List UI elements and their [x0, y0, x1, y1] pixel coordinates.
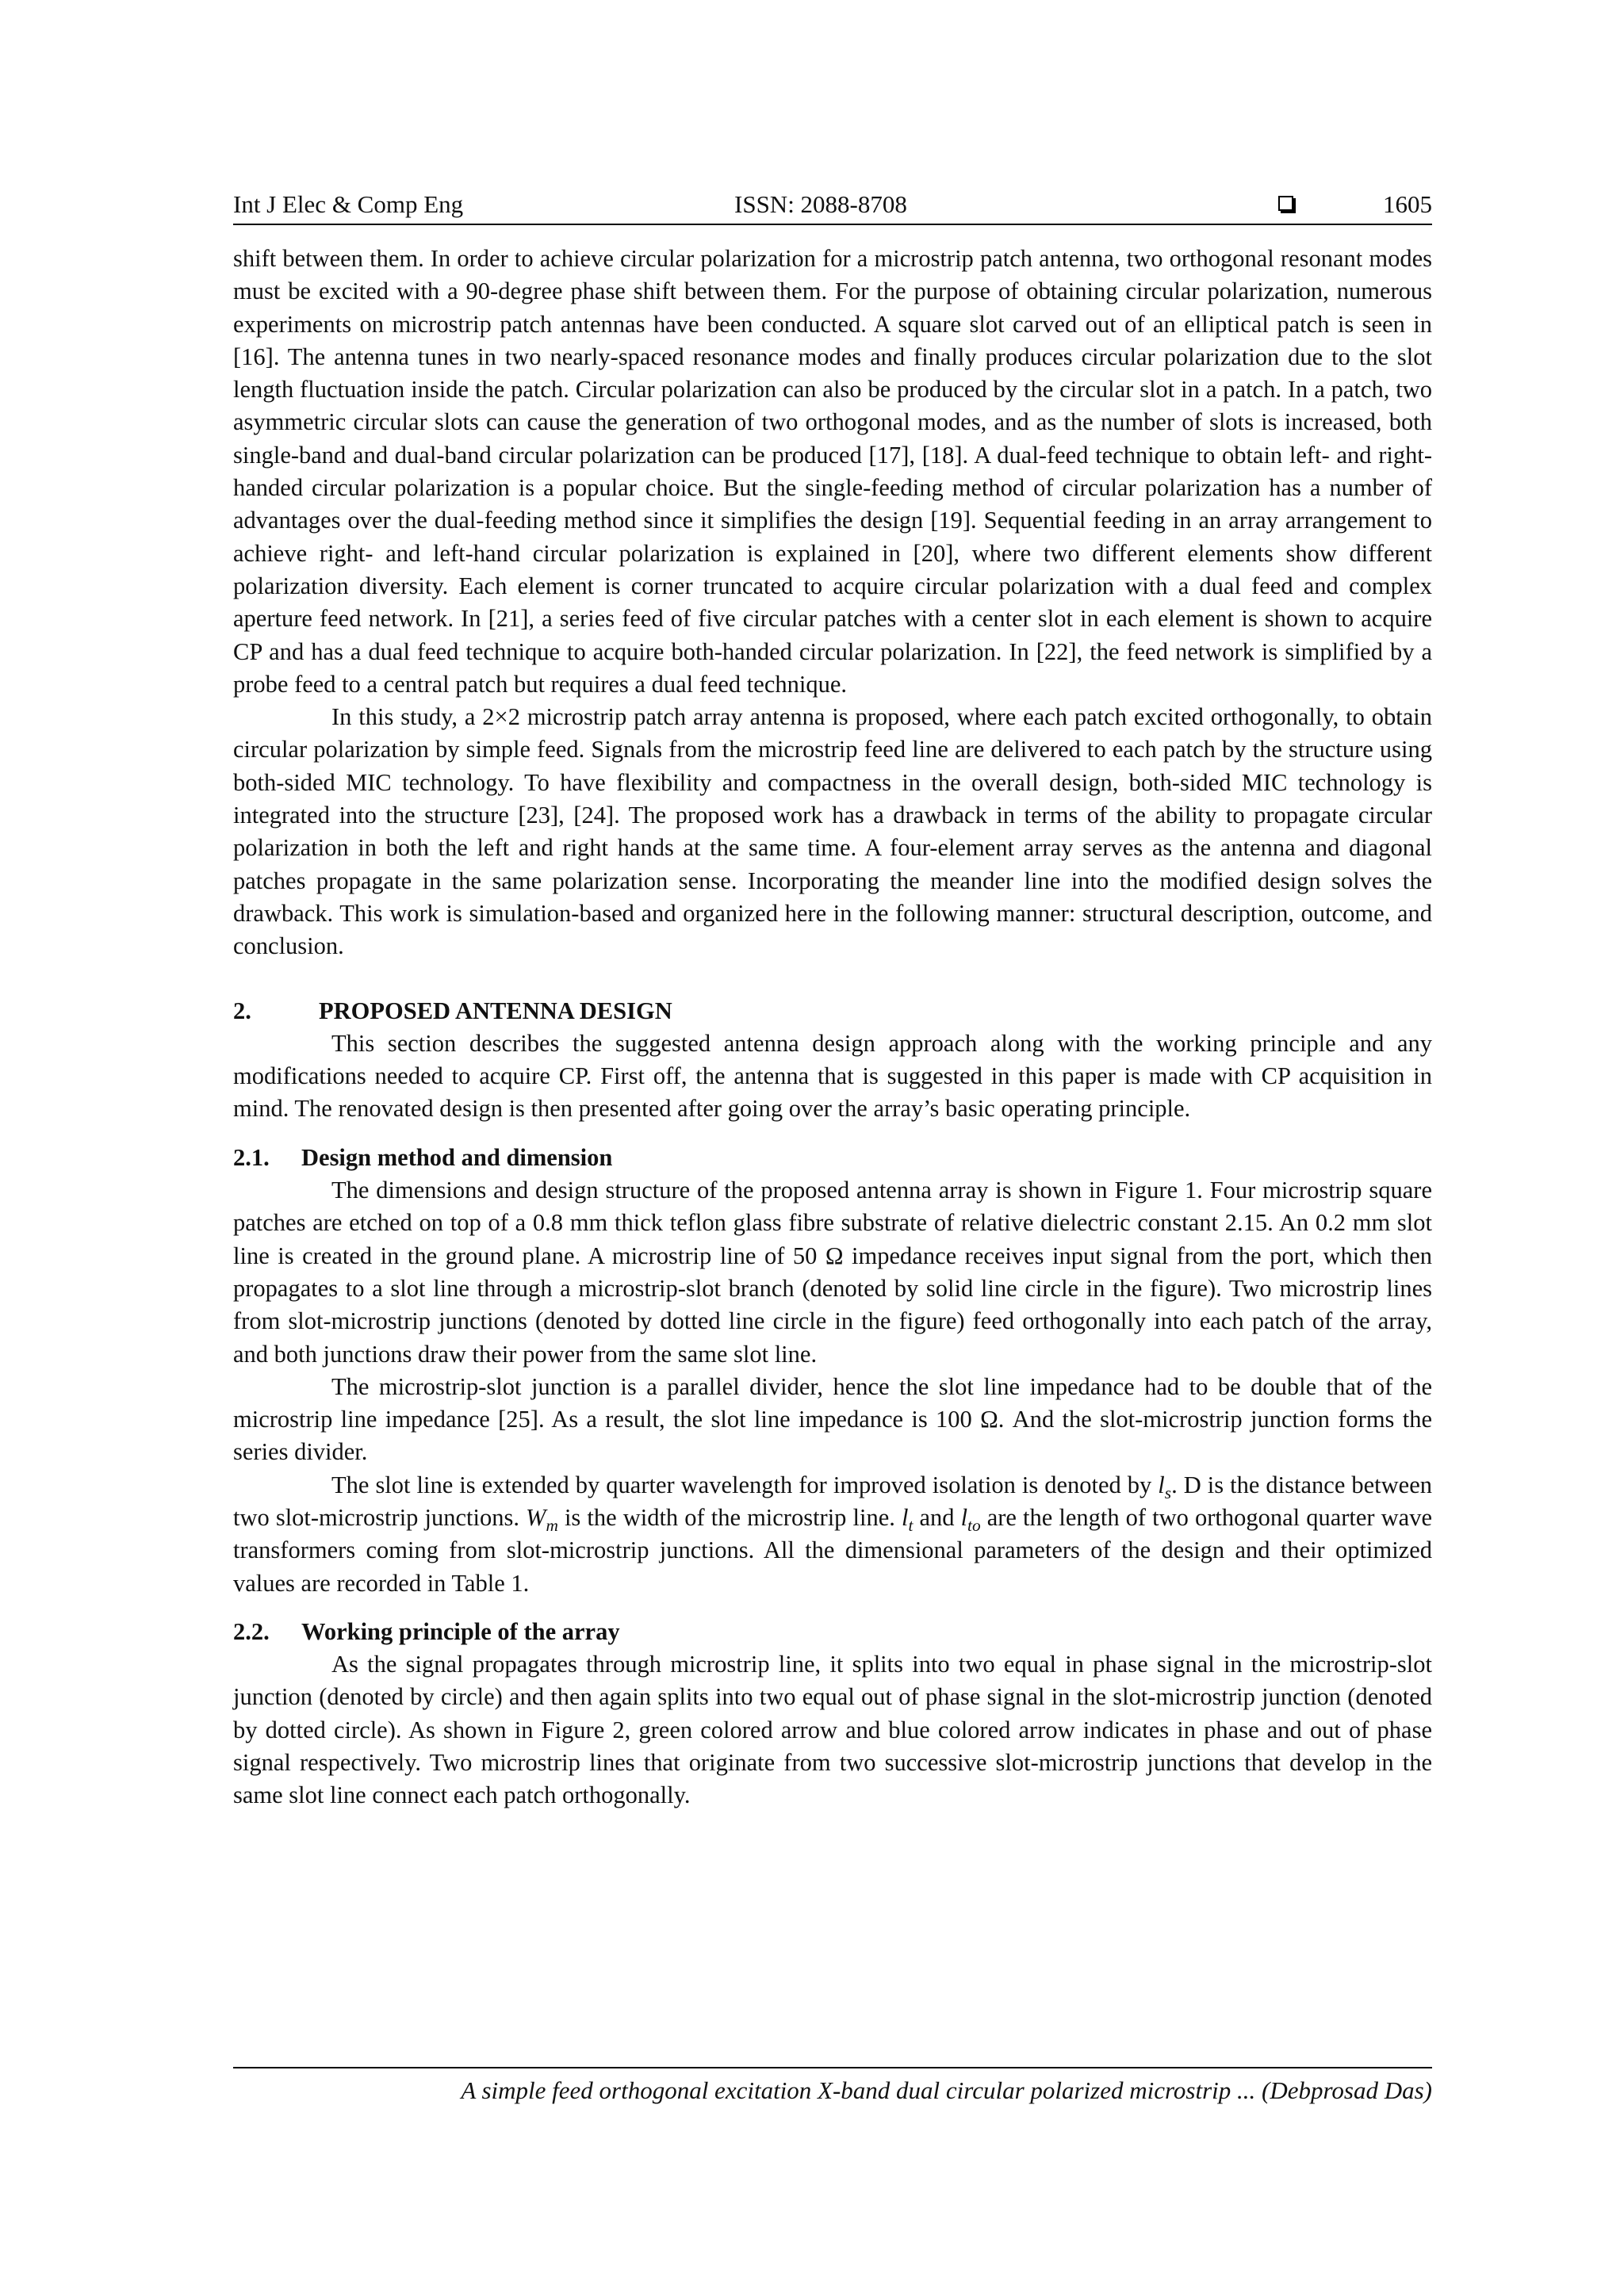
paragraph-design-dimensions: The dimensions and design structure of the proposed antenna array is shown in Figure 1. Four microstrip square patches are etched on top of a 0.8 mm thick teflon glass fibre substrate of relative dielectric constant 2.15. An 0.2 mm slot line is created in the ground plane. A microstrip line of 50 Ω impedance receives input signal from the port, which then propagates to a slot line through a microstrip-slot branch (denoted by solid line circle in the figure). Two microstrip lines from slot-microstrip junctions (denoted by dotted line circle in the figure) feed orthogonally into each patch of the array, and both junctions draw their power from the same slot line.: [233, 1177, 1432, 1368]
running-footer: [233, 2067, 1432, 2105]
text-fragment: is the width of the microstrip line.: [557, 1503, 902, 1531]
article-body: [233, 243, 1432, 1812]
text-fragment: The slot line is extended by quarter wavelength for improved isolation is denoted by: [331, 1471, 1159, 1498]
journal-name: Int J Elec & Comp Eng: [233, 190, 464, 218]
paragraph-junction: The microstrip-slot junction is a parallel divider, hence the slot line impedance had to be double that of the microstrip line impedance [25]. As a result, the slot line impedance is 100 Ω. And the slot-microstrip junction forms the series divider.: [233, 1372, 1432, 1466]
subsection-heading-2-2: [233, 1616, 1432, 1648]
subsection-title: Working principle of the array: [301, 1617, 620, 1645]
subsection-title: Design method and dimension: [301, 1143, 613, 1171]
paragraph-working-principle: As the signal propagates through microstrip line, it splits into two equal in phase signal in the microstrip-slot junction (denoted by circle) and then again splits into two equal out of phase signal in the slot-microstrip junction (denoted by dotted circle). As shown in Figure 2, green colored arrow and blue colored arrow indicates in phase and out of phase signal respectively. Two microstrip lines that originate from two successive slot-microstrip junctions that develop in the same slot line connect each patch orthogonally.: [233, 1651, 1432, 1809]
text-fragment: . D is the distance between two slot-microstrip junctions.: [233, 1471, 1432, 1531]
subsection-number: 2.2.: [233, 1617, 270, 1645]
section-title: PROPOSED ANTENNA DESIGN: [319, 997, 672, 1024]
text-fragment: and: [913, 1503, 961, 1531]
square-box-icon: [1278, 196, 1293, 211]
issn: ISSN: 2088-8708: [734, 190, 907, 218]
page-number: 1605: [1383, 190, 1432, 218]
section-heading-2: [233, 995, 1432, 1027]
math-wm: $W_m$: [526, 1503, 558, 1536]
page: [233, 189, 1432, 1812]
text-fragment: are the length of two orthogonal quarter wave transformers coming from slot-microstrip junctions. All the dimensional parameters of the design and their optimized values are recorded in Table 1.: [233, 1503, 1432, 1597]
paragraph-intro-continuation: shift between them. In order to achieve circular polarization for a microstrip patch antenna, two orthogonal resonant modes must be excited with a 90-degree phase shift between them. For the purpose of obtaining circular polarization, numerous experiments on microstrip patch antennas have been conducted. A square slot carved out of an elliptical patch is seen in [16]. The antenna tunes in two nearly-spaced resonance modes and finally produces circular polarization due to the slot length fluctuation inside the patch. Circular polarization can also be produced by the circular slot in a patch. In a patch, two asymmetric circular slots can cause the generation of two orthogonal modes, and as the number of slots is increased, both single-band and dual-band circular polarization can be produced [17], [18]. A dual-feed technique to obtain left- and right-handed circular polarization is a popular choice. But the single-feeding method of circular polarization has a number of advantages over the dual-feeding method since it simplifies the design [19]. Sequential feeding in an array arrangement to achieve right- and left-hand circular polarization is explained in [20], where two different elements show different polarization diversity. Each element is corner truncated to acquire circular polarization with a dual feed and complex aperture feed network. In [21], a series feed of five circular patches with a center slot in each element is shown to acquire CP and has a dual feed technique to acquire both-handed circular polarization. In [22], the feed network is simplified by a probe feed to a central patch but requires a dual feed technique.: [233, 245, 1432, 698]
paragraph-section-2-intro: This section describes the suggested antenna design approach along with the working principle and any modifications needed to acquire CP. First off, the antenna that is suggested in this paper is made with CP acquisition in mind. The renovated design is then presented after going over the array’s basic operating principle.: [233, 1029, 1432, 1123]
footer-citation: A simple feed orthogonal excitation X-band dual circular polarized microstrip ... (Debprosad Das): [461, 2076, 1432, 2104]
paragraph-this-study: In this study, a 2×2 microstrip patch array antenna is proposed, where each patch excited orthogonally, to obtain circular polarization by simple feed. Signals from the microstrip feed line are delivered to each patch by the structure using both-sided MIC technology. To have flexibility and compactness in the overall design, both-sided MIC technology is integrated into the structure [23], [24]. The proposed work has a drawback in terms of the ability to propagate circular polarization in both the left and right hands at the same time. A four-element array serves as the antenna and diagonal patches propagate in the same polarization sense. Incorporating the meander line into the modified design solves the drawback. This work is simulation-based and organized here in the following manner: structural description, outcome, and conclusion.: [233, 703, 1432, 960]
subsection-heading-2-1: [233, 1142, 1432, 1174]
math-ls: $l_s$: [1158, 1471, 1172, 1502]
section-number: 2.: [233, 997, 251, 1024]
math-lto: $l_{to}$: [960, 1503, 981, 1536]
subsection-number: 2.1.: [233, 1143, 270, 1171]
running-header: [233, 189, 1432, 225]
math-lt: $l_t$: [901, 1503, 914, 1536]
paragraph-parameters: [233, 1469, 1432, 1600]
